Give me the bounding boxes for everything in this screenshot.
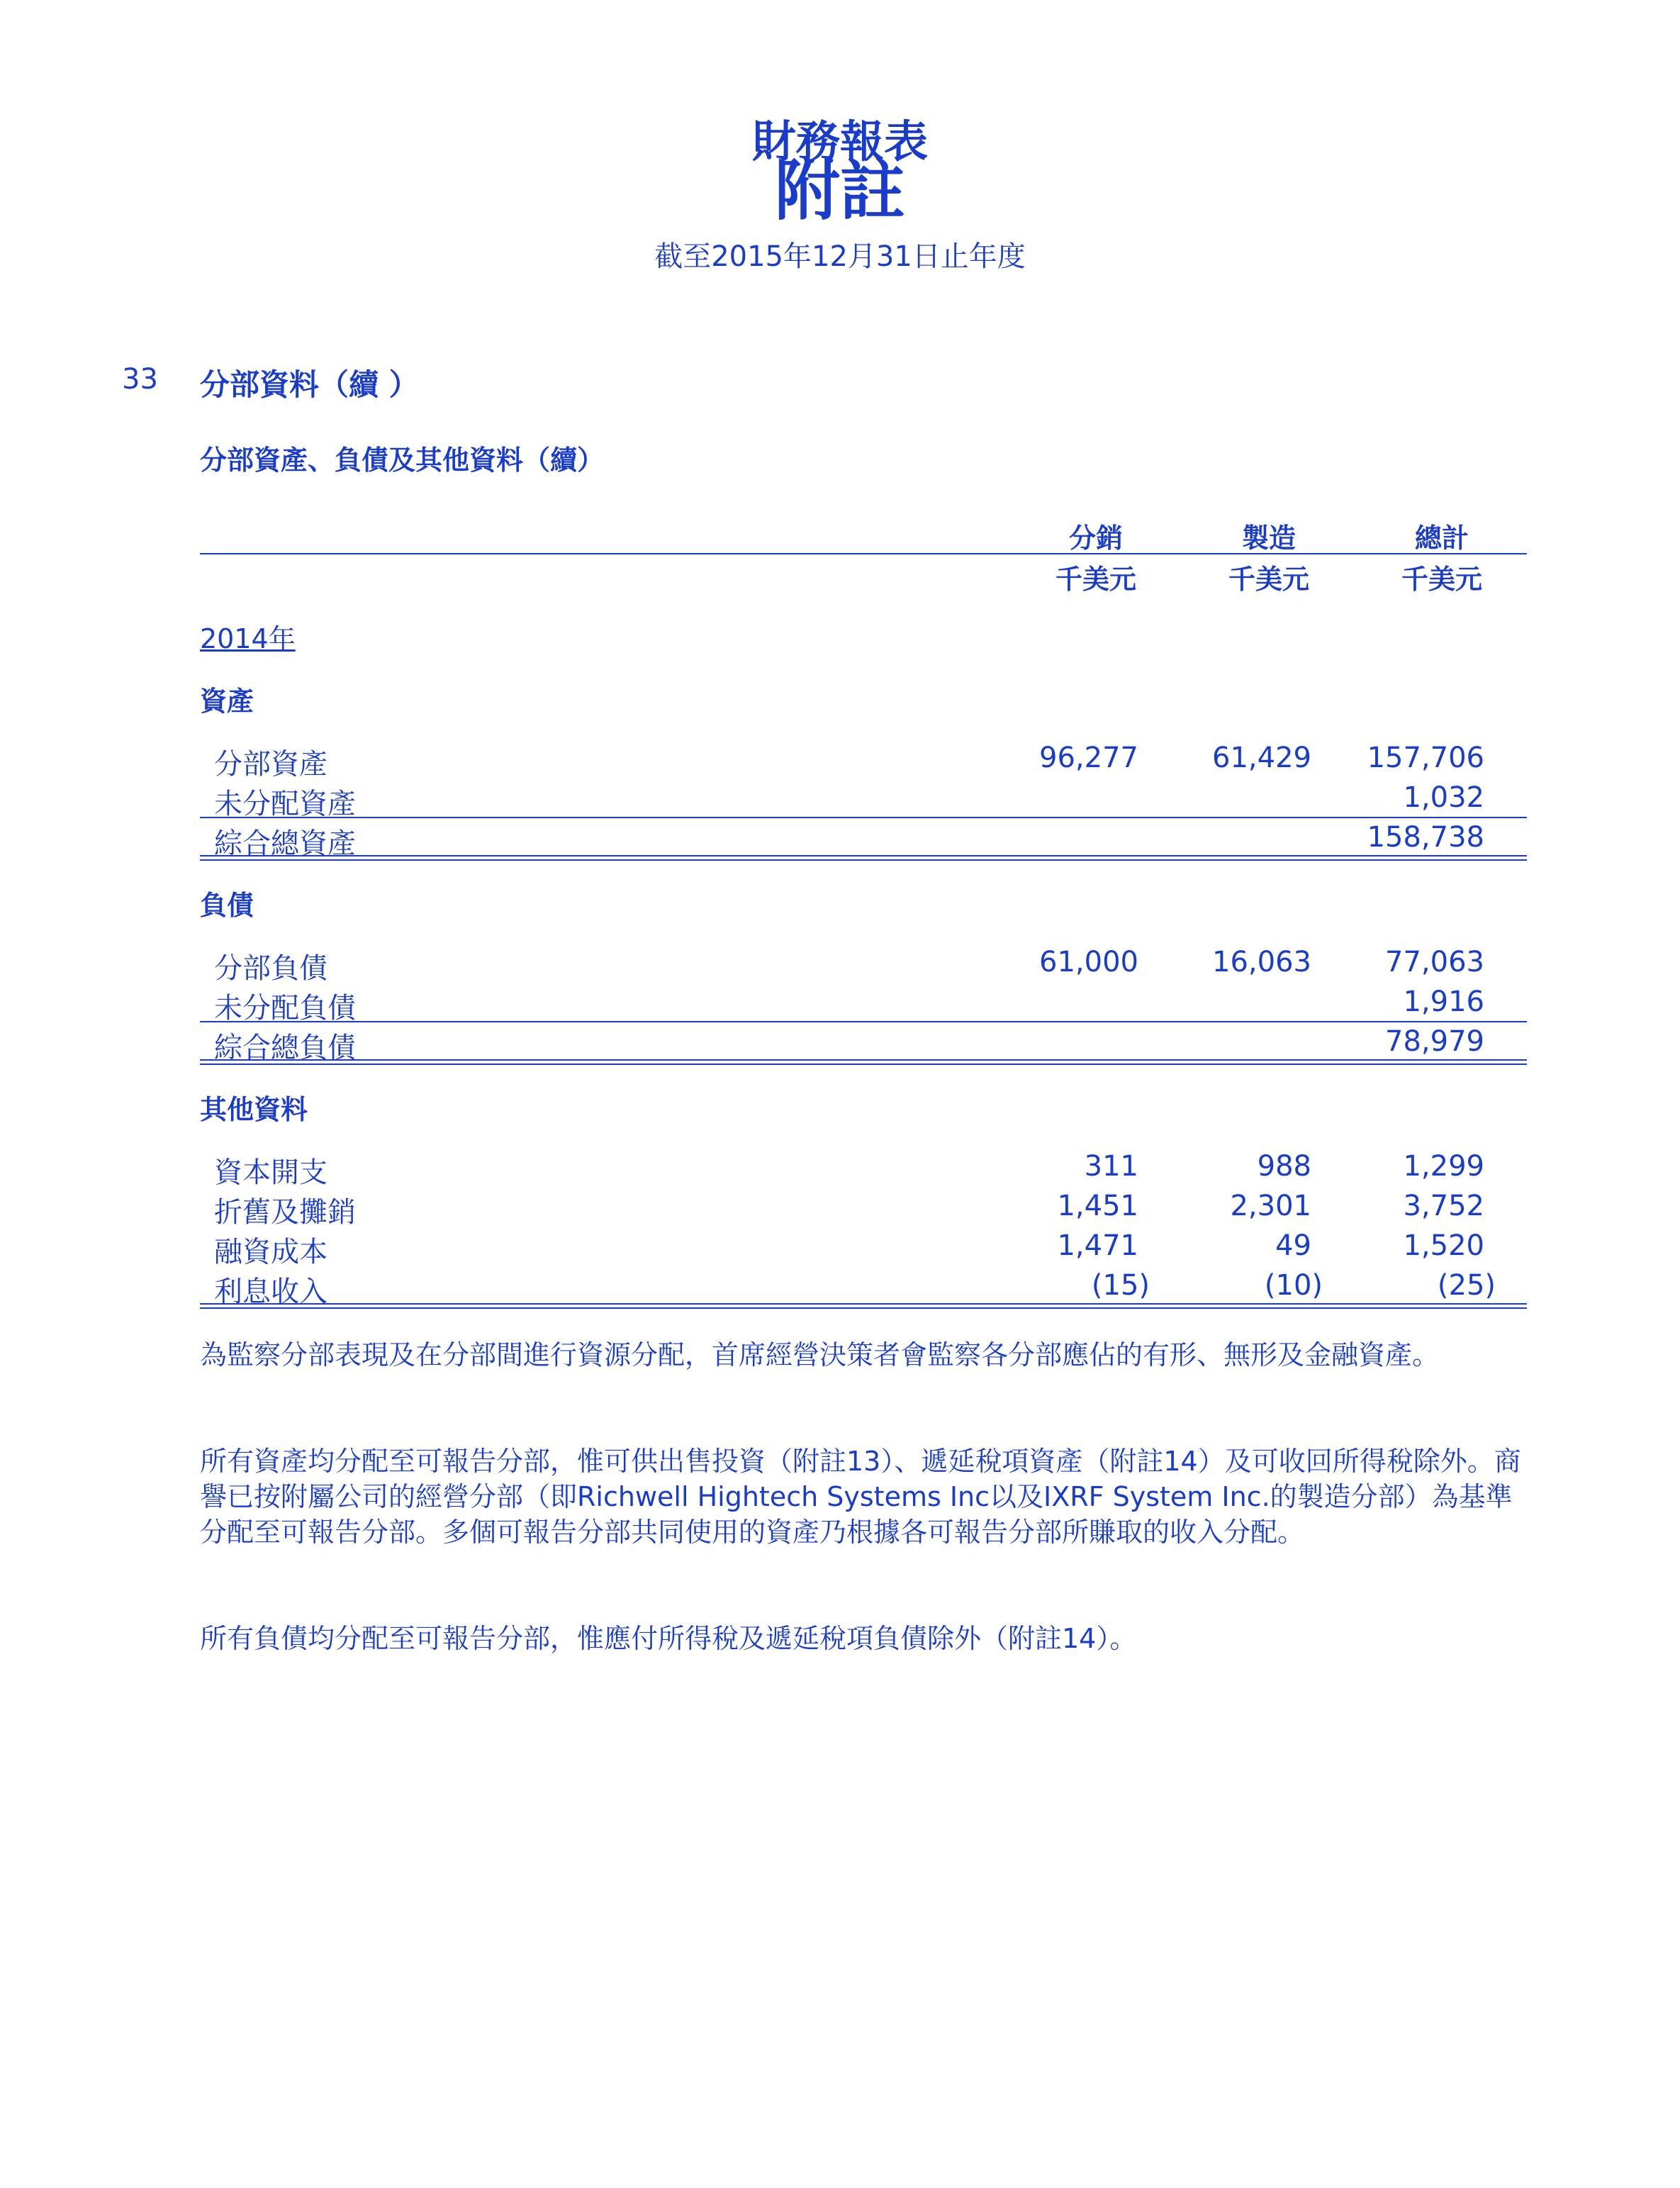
- col-unit-manufacturing: 千美元: [1228, 564, 1309, 595]
- row-label-segment-liabilities: 分部負債: [214, 952, 327, 985]
- cell-finance-cost-distribution: 1,471: [1057, 1229, 1138, 1262]
- cell-capex-manufacturing: 988: [1257, 1150, 1311, 1183]
- cell-segment-liabilities-total: 77,063: [1385, 946, 1484, 978]
- cell-segment-liabilities-distribution: 61,000: [1039, 946, 1138, 978]
- assets-total-rule-2: [200, 859, 1527, 861]
- cell-unallocated-assets-total: 1,032: [1403, 781, 1484, 814]
- section-title: 分部資料（續 ）: [200, 367, 419, 402]
- col-header-manufacturing: 製造: [1241, 523, 1296, 554]
- cell-finance-cost-manufacturing: 49: [1275, 1229, 1311, 1262]
- assets-total-rule-1: [200, 855, 1527, 856]
- cell-depreciation-distribution: 1,451: [1057, 1190, 1138, 1222]
- liabilities-subtotal-rule: [200, 1021, 1527, 1022]
- cell-unallocated-liabilities-total: 1,916: [1403, 986, 1484, 1018]
- section-subtitle: 分部資產、負債及其他資料（續）: [200, 445, 605, 476]
- notes-title: 附註: [774, 153, 905, 229]
- col-header-total: 總計: [1414, 523, 1469, 554]
- cell-segment-assets-manufacturing: 61,429: [1212, 742, 1311, 774]
- other-total-rule-2: [200, 1307, 1527, 1309]
- cell-capex-total: 1,299: [1403, 1150, 1484, 1183]
- cell-capex-distribution: 311: [1084, 1150, 1138, 1183]
- cell-total-liabilities-total: 78,979: [1385, 1025, 1484, 1058]
- liabilities-total-rule-1: [200, 1059, 1527, 1061]
- row-label-interest-income: 利息收入: [214, 1276, 327, 1308]
- row-label-capex: 資本開支: [214, 1156, 327, 1189]
- liabilities-total-rule-2: [200, 1064, 1527, 1065]
- cell-segment-assets-distribution: 96,277: [1039, 742, 1138, 774]
- col-unit-total: 千美元: [1401, 564, 1482, 595]
- paragraph-3: 所有負債均分配至可報告分部，惟應付所得稅及遞延稅項負債除外（附註14）。: [200, 1623, 1137, 1654]
- cell-interest-income-distribution: (15): [1091, 1269, 1150, 1302]
- assets-heading: 資產: [200, 686, 254, 717]
- paragraph-1: 為監察分部表現及在分部間進行資源分配，首席經營決策者會監察各分部應佔的有形、無形及金融資產。: [200, 1339, 1440, 1371]
- header-rule: [200, 553, 1527, 554]
- row-label-unallocated-liabilities: 未分配負債: [214, 992, 356, 1025]
- assets-subtotal-rule: [200, 817, 1527, 818]
- row-label-depreciation: 折舊及攤銷: [214, 1196, 356, 1229]
- cell-finance-cost-total: 1,520: [1403, 1229, 1484, 1262]
- col-unit-distribution: 千美元: [1055, 564, 1136, 595]
- cell-depreciation-manufacturing: 2,301: [1230, 1190, 1311, 1222]
- section-number: 33: [122, 363, 158, 396]
- row-label-finance-cost: 融資成本: [214, 1236, 327, 1268]
- row-label-segment-assets: 分部資產: [214, 748, 327, 781]
- cell-interest-income-manufacturing: (10): [1264, 1269, 1323, 1302]
- year-label: 2014年: [200, 623, 296, 654]
- other-total-rule-1: [200, 1303, 1527, 1305]
- cell-segment-liabilities-manufacturing: 16,063: [1212, 946, 1311, 978]
- paragraph-2: 所有資產均分配至可報告分部，惟可供出售投資（附註13）、遞延稅項資產（附註14）及可收回所得稅除外。商譽已按附屬公司的經營分部（即Richwell Hightech Systems Inc以及IXRF System Inc.的製造分部）為基準分配至可報告分部。多個可報告分部共同使用的資產乃根據各可報告分部所賺取的收入分配。: [200, 1446, 1521, 1548]
- cell-total-assets-total: 158,738: [1367, 821, 1484, 854]
- other-info-heading: 其他資料: [200, 1094, 308, 1125]
- row-label-total-liabilities: 綜合總負債: [214, 1032, 356, 1064]
- cell-depreciation-total: 3,752: [1403, 1190, 1484, 1222]
- cell-segment-assets-total: 157,706: [1367, 742, 1484, 774]
- row-label-unallocated-assets: 未分配資產: [214, 788, 356, 820]
- col-header-distribution: 分銷: [1068, 523, 1123, 554]
- liabilities-heading: 負債: [200, 890, 254, 921]
- report-title: 財務報表: [751, 116, 928, 167]
- row-label-total-assets: 綜合總資產: [214, 827, 356, 860]
- period-label: 截至2015年12月31日止年度: [654, 240, 1026, 273]
- cell-interest-income-total: (25): [1437, 1269, 1496, 1302]
